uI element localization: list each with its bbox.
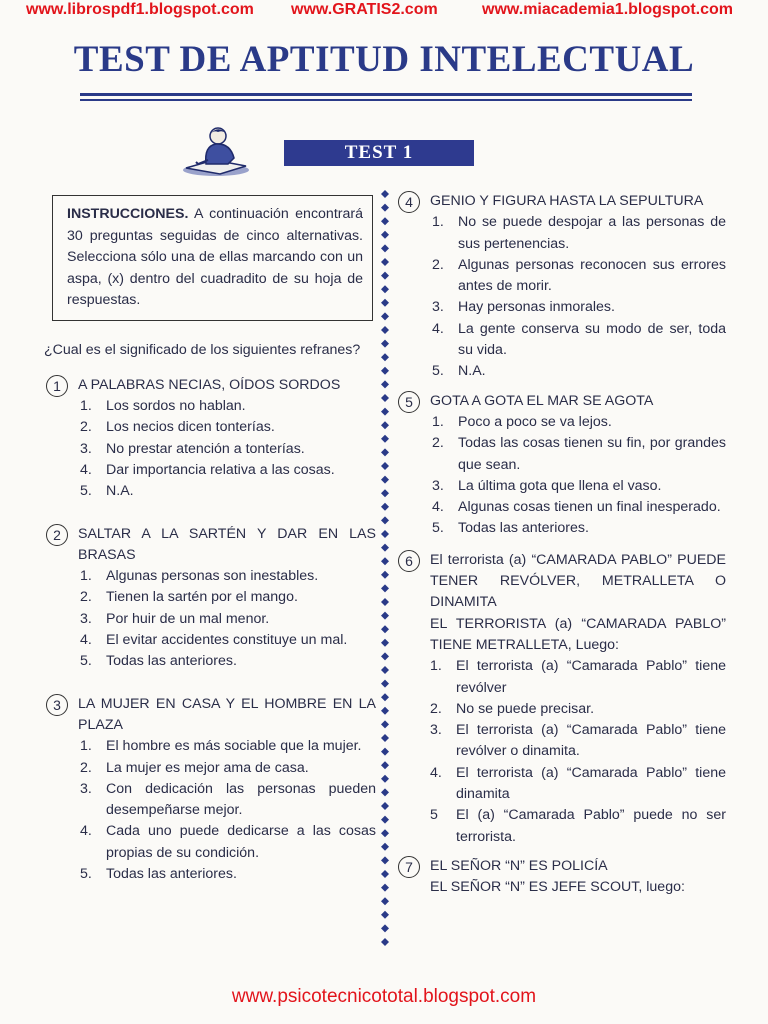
option[interactable]: 4. La gente conserva su modo de ser, toda su vida. [432,320,726,359]
student-writing-icon [180,124,254,178]
divider-diamond [381,530,389,538]
divider-diamond [381,843,389,851]
option[interactable]: 5. Todas las anteriores. [80,653,237,670]
divider-diamond [381,408,389,416]
divider-diamond [381,761,389,769]
question-6-options [396,656,726,848]
divider-diamond [381,788,389,796]
divider-diamond [381,258,389,266]
divider-diamond [381,380,389,388]
divider-diamond [381,435,389,443]
divider-diamond [381,326,389,334]
question-7-title: 7 EL SEÑOR “N” ES POLICÍA [396,856,726,877]
option[interactable]: 2. No se puede precisar. [430,700,595,717]
instructions-text: A continuación encontrará 30 preguntas seguidas de cinco alternativas. Selecciona sólo una de ellas marcando con un aspa, (x) dentro del cuadradito de su hoja de respuestas. [67,206,363,308]
test-label: TEST 1 [284,140,474,166]
divider-diamond [381,870,389,878]
divider-diamond [381,367,389,375]
option[interactable]: 5. Todas las anteriores. [80,866,237,883]
divider-diamond [381,516,389,524]
question-7 [396,856,726,899]
divider-diamond [381,720,389,728]
option[interactable]: 1. Algunas personas son inestables. [80,568,319,585]
divider-diamond [381,748,389,756]
option[interactable]: 2. La mujer es mejor ama de casa. [80,759,309,776]
divider-diamond [381,911,389,919]
divider-diamond [381,612,389,620]
divider-diamond [381,775,389,783]
option[interactable]: 1. El hombre es más sociable que la mujer. [80,738,362,755]
title-rule [80,93,692,96]
divider-diamond [381,217,389,225]
header-link-3[interactable]: www.miacademia1.blogspot.com [482,1,734,18]
question-6-title: 6 El terrorista (a) “CAMARADA PABLO” PUEDE TENER REVÓLVER, METRALLETA O DINAMITA [396,550,726,614]
question-6-number: 6 [398,550,420,572]
divider-diamond [381,503,389,511]
divider-diamond [381,693,389,701]
question-4 [396,191,726,383]
option[interactable]: 3. No prestar atención a tonterías. [80,440,305,457]
divider-diamond [381,598,389,606]
right-column [396,191,726,899]
option[interactable]: 2. Algunas personas reconocen sus errores antes de morir. [432,256,726,295]
divider-diamond [381,897,389,905]
divider-diamond [381,571,389,579]
question-4-number: 4 [398,191,420,213]
divider-diamond [381,625,389,633]
divider-diamond [381,394,389,402]
option[interactable]: 3. La última gota que llena el vaso. [432,477,662,494]
option[interactable]: 5. Todas las anteriores. [432,520,589,537]
top-links-bar [0,0,768,22]
divider-diamond [381,476,389,484]
divider-diamond [381,244,389,252]
option[interactable]: 2. Todas las cosas tienen su fin, por grandes que sean. [432,435,726,473]
divider-diamond [381,584,389,592]
question-5-title: 5 GOTA A GOTA EL MAR SE AGOTA [396,391,726,412]
option[interactable]: 5. N.A. [80,483,134,500]
divider-diamond [381,924,389,932]
option[interactable]: 4. El terrorista (a) “Camarada Pablo” tiene dinamita [430,764,726,803]
option[interactable]: 4. Cada uno puede dedicarse a las cosas propias de su condición. [80,823,376,861]
option[interactable]: 4. El evitar accidentes constituye un mal. [80,632,348,649]
instructions-box [52,195,373,321]
divider-diamond [381,231,389,239]
question-3-number: 3 [46,694,68,716]
divider-diamond [381,489,389,497]
option[interactable]: 3. El terrorista (a) “Camarada Pablo” tiene revólver o dinamita. [430,722,726,760]
question-1-title: 1 A PALABRAS NECIAS, OÍDOS SORDOS [44,375,376,396]
divider-diamond [381,884,389,892]
divider-diamond [381,666,389,674]
option[interactable]: 5 El (a) “Camarada Pablo” puede no ser terrorista. [430,807,726,845]
footer-link[interactable]: www.psicotecnicototal.blogspot.com [231,986,537,1007]
question-2-title: 2 SALTAR A LA SARTÉN Y DAR EN LAS BRASAS [44,524,376,567]
question-3-options [44,736,376,885]
question-2 [44,524,376,673]
option[interactable]: 1. Los sordos no hablan. [80,398,246,415]
option[interactable]: 2. Tienen la sartén por el mango. [80,589,298,606]
left-column [44,195,376,885]
option[interactable]: 2. Los necios dicen tonterías. [80,419,275,436]
title-rule-thin [80,99,692,101]
question-4-title: 4 GENIO Y FIGURA HASTA LA SEPULTURA [396,191,726,212]
question-1 [44,375,376,503]
divider-diamond [381,299,389,307]
question-1-options [44,396,376,502]
page-title: TEST DE APTITUD INTELECTUAL [73,39,695,80]
header-link-2[interactable]: www.GRATIS2.com [291,1,438,18]
divider-diamond [381,557,389,565]
option[interactable]: 3. Por huir de un mal menor. [80,610,270,627]
divider-diamond [381,353,389,361]
divider-diamond [381,544,389,552]
divider-diamond [381,734,389,742]
divider-diamond [381,829,389,837]
question-5 [396,391,726,540]
question-7-number: 7 [398,856,420,878]
divider-diamond [381,190,389,198]
question-2-number: 2 [46,524,68,546]
divider-diamond [381,680,389,688]
question-1-number: 1 [46,375,68,397]
divider-diamond [381,421,389,429]
divider-diamond [381,639,389,647]
instructions-label: INSTRUCCIONES. [67,206,189,222]
divider-diamond [381,285,389,293]
divider-diamond [381,340,389,348]
divider-diamond [381,462,389,470]
divider-diamond [381,856,389,864]
option[interactable]: 3. Con dedicación las personas pueden desempeñarse mejor. [80,780,376,819]
question-5-number: 5 [398,391,420,413]
question-7-subtext: EL SEÑOR “N” ES JEFE SCOUT, luego: [430,879,685,896]
option[interactable]: 5. N.A. [432,363,486,380]
question-2-options [44,566,376,672]
divider-diamond [381,652,389,660]
divider-diamond [381,802,389,810]
option[interactable]: 1. El terrorista (a) “Camarada Pablo” tiene revólver [430,658,726,696]
question-4-options [396,212,726,382]
question-5-options [396,412,726,540]
prompt-text: ¿Cual es el significado de los siguientes refranes? [44,341,361,358]
divider-diamond [381,312,389,320]
option[interactable]: 4. Dar importancia relativa a las cosas. [80,461,335,478]
question-3-title: 3 LA MUJER EN CASA Y EL HOMBRE EN LA PLAZA [44,694,376,737]
question-6 [396,550,726,848]
divider-diamond [381,938,389,946]
divider-diamond [381,204,389,212]
question-3 [44,694,376,886]
option[interactable]: 4. Algunas cosas tienen un final inesperado. [432,499,721,516]
divider-diamond [381,448,389,456]
option[interactable]: 3. Hay personas inmorales. [432,299,615,316]
question-6-subtext: EL TERRORISTA (a) “CAMARADA PABLO” TIENE METRALLETA, Luego: [430,615,726,653]
divider-diamond [381,816,389,824]
option[interactable]: 1. Poco a poco se va lejos. [432,413,612,430]
option[interactable]: 1. No se puede despojar a las personas de sus pertenencias. [432,214,726,252]
divider-diamond [381,272,389,280]
divider-diamond [381,707,389,715]
header-link-1[interactable]: www.librospdf1.blogspot.com [26,1,254,18]
column-divider [376,188,394,956]
